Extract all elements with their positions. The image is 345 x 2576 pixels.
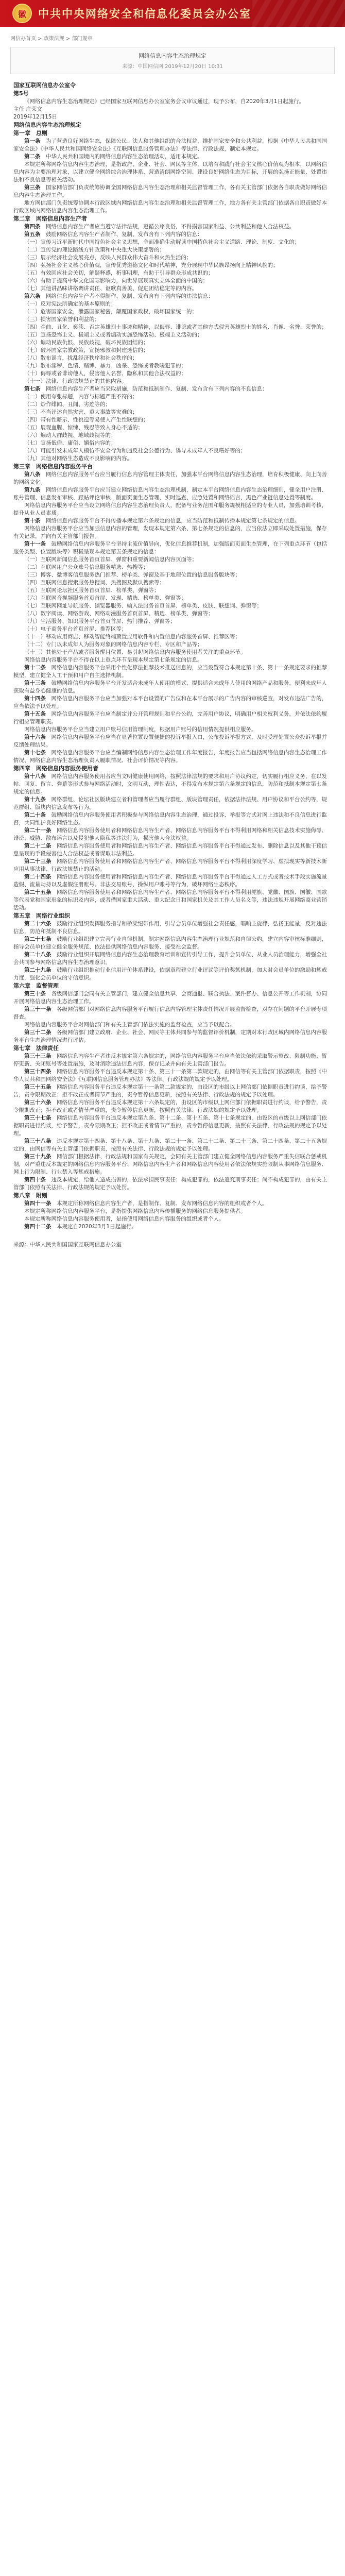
chapter-heading: 第七章 法律责任 (13, 1045, 59, 1052)
article-paragraph (13, 1099, 332, 1114)
article-paragraph (13, 1114, 332, 1138)
text-paragraph: （八）数字阅读、网络游戏、网络动漫服务首页首屏、精选、榜单类、弹窗等； (24, 611, 214, 617)
national-emblem-icon: 徽 (12, 4, 32, 23)
banner-decoration (252, 0, 345, 27)
article-text: 网络信息内容服务使用者应当文明健康使用网络，按照法律法规的要求和用户协议约定，切实履行相应义务，在以发帖、回复、留言、弹幕等形式参与网络活动时，文明互动，理性表达，不得发布本规定第六条规定的信息，防范和抵制本规定第七条规定的信息。 (13, 773, 327, 795)
text-paragraph: （三）展示经济社会发展亮点，反映人民群众伟大奋斗和火热生活的； (24, 255, 192, 261)
site-banner (0, 0, 345, 27)
text-paragraph: （十三）其他处于产品或者服务醒目位置、易引起网络信息内容服务使用者关注的重点环节。 (24, 649, 246, 655)
article-paragraph (13, 184, 332, 199)
article-text: 本规定所称网络信息内容生产者，是指制作、复制、发布网络信息内容的组织或者个人。 (57, 1200, 268, 1207)
text-paragraph: （七）互联网网址导航服务、浏览器服务、输入法服务首页首屏、榜单类、皮肤、联想词、弹窗等； (24, 603, 262, 609)
article-paragraph (13, 811, 332, 827)
article-text: 网络信息内容服务平台采用个性化算法推荐技术推送信息的，应当设置符合本规定第十条、第十一条规定要求的推荐模型，建立健全人工干预和用户自主选择机制。 (13, 665, 327, 679)
article-text: 网络信息内容服务平台违反本规定第十条、第三十一条第二款规定的，由网信等有关主管部门依据职责，按照《中华人民共和国网络安全法》《互联网信息服务管理办法》等法律、行政法规的规定予以处理。 (13, 1069, 327, 1082)
article-paragraph (13, 858, 332, 873)
article-text: 鼓励网络信息内容服务平台开发适合未成年人使用的模式，提供适合未成年人使用的网络产品和服务，便利未成年人获取有益身心健康的信息。 (13, 680, 327, 694)
article-paragraph (13, 1223, 332, 1231)
article-paragraph (13, 889, 332, 912)
article-number: 第十八条 (24, 773, 46, 779)
article-text: 网络信息内容服务平台应当制定并公开管理规则和平台公约，完善用户协议，明确用户相关权利义务，并依法依约履行相应管理职责。 (13, 711, 327, 725)
article-number: 第七条 (24, 386, 41, 392)
article-number: 第四十条 (24, 1177, 46, 1183)
text-paragraph: （六）煽动民族仇恨、民族歧视，破坏民族团结的； (24, 340, 149, 346)
article-text: 网络信息内容生产者应当遵守法律法规，遵循公序良俗，不得损害国家利益、公共利益和他人合法权益。 (46, 224, 295, 230)
article-text: 鼓励行业组织开展网络信息内容生态治理教育培训和宣传引导工作，提升会员单位、从业人员治理能力，增强全社会共同参与网络信息内容生态治理意识。 (13, 952, 327, 965)
article-number: 第五条 (24, 231, 41, 238)
article-meta: 来源：中国网信网 2019年12月20日 10:31 (122, 64, 223, 70)
text-paragraph: （二）炒作绯闻、丑闻、劣迹等的； (24, 401, 111, 408)
text-paragraph: （十）侮辱或者诽谤他人，侵害他人名誉、隐私和其他合法权益的； (24, 370, 186, 377)
text-paragraph: （三）博客、微博客信息服务热门推荐、榜单类、弹窗及基于地理位置的信息服务版块等； (24, 572, 240, 578)
article-paragraph (13, 1153, 332, 1176)
chapter-heading: 第八章 附则 (13, 1192, 47, 1199)
article-paragraph (13, 1068, 332, 1083)
article-number: 第十三条 (24, 680, 46, 686)
article-paragraph (13, 827, 332, 842)
article-text: 国家网信部门负责统筹协调全国网络信息内容生态治理和相关监督管理工作，各有关主管部门依据各自职责做好网络信息内容生态治理工作。 (13, 184, 327, 198)
article-number: 第十四条 (24, 696, 46, 702)
article-text: 鼓励行业组织发挥服务指导和桥梁纽带作用，引导会员单位增强社会责任感，唱响主旋律，弘扬正能量，反对违法信息，防范和抵制不良信息。 (13, 921, 327, 935)
article-paragraph (13, 385, 332, 393)
article-text: 鼓励网络信息内容生产者制作、复制、发布含有下列内容的信息： (46, 231, 203, 238)
text-paragraph: （五）互联网论坛社区服务首页首屏、榜单类、弹窗等； (24, 587, 160, 594)
article-number: 第四十一条 (24, 1200, 51, 1207)
article-number: 第十二条 (24, 665, 46, 671)
article-number: 第三十条 (24, 991, 46, 997)
text-paragraph: （二）危害国家安全，泄露国家秘密，颠覆国家政权，破坏国家统一的； (24, 309, 197, 315)
article-number: 第三十一条 (24, 1006, 51, 1012)
article-text: 鼓励行业组织推动行业信用评价体系建设，依据章程建立行业评议等评价奖惩机制，加大对会员单位的激励和惩戒力度，强化会员单位的守信意识。 (13, 967, 327, 981)
text-paragraph: （八）可能引发未成年人模仿不安全行为和违反社会公德行为、诱导未成年人不良嗜好等的； (24, 448, 246, 454)
text-paragraph: （五）有效回应社会关切，解疑释惑，析事明理，有助于引导群众形成共识的； (24, 270, 214, 276)
article-paragraph (13, 1200, 332, 1208)
article-text: 网络信息内容服务平台应当加强对本平台设置的广告位和在本平台展示的广告内容的审核巡查，对发布违法广告的，应当依法予以处理。 (13, 696, 327, 709)
section-heading: 第5号 (13, 90, 29, 97)
article-number: 第三十八条 (24, 1138, 51, 1144)
text-paragraph: 2019年12月15日 (13, 114, 57, 120)
article-paragraph (13, 231, 332, 239)
article-text: 鼓励网络信息内容服务使用者积极参与网络信息内容生态治理，通过投诉、举报等方式对网上违法和不良信息进行监督，共同维护良好网络生态。 (13, 812, 327, 826)
text-paragraph: （六）煽动人群歧视、地域歧视等的； (24, 432, 116, 438)
article-text: 网络信息内容服务平台违反本规定第十一条第二款规定的，由设区的市级以上网信部门依据职责进行约谈，给予警告，责令限期改正；拒不改正或者情节严重的，责令暂停信息更新，按照有关法律、行政法规的规定予以处理。 (13, 1084, 327, 1098)
text-paragraph: （四）带有性暗示、性挑逗等易使人产生性联想的； (24, 417, 149, 423)
text-paragraph: 网络信息内容服务平台应当建立用户账号信用管理制度，根据用户账号的信用情况提供相应服务。 (24, 726, 257, 733)
article-number: 第二十九条 (24, 967, 51, 973)
article-paragraph (13, 695, 332, 710)
text-paragraph: （五）宣扬恐怖主义、极端主义或者煽动实施恐怖活动、极端主义活动的； (24, 332, 203, 338)
article-number: 第十九条 (24, 796, 46, 803)
text-paragraph: 本规定所称网络信息内容服务使用者，是指使用网络信息内容服务的组织或者个人。 (24, 1216, 225, 1222)
text-paragraph: （九）其他对网络生态造成不良影响的内容。 (24, 455, 132, 462)
article-paragraph (13, 710, 332, 726)
text-paragraph: （十二）专门以未成年人为服务对象的网络信息内容专栏、专区和产品等； (24, 641, 203, 648)
article-paragraph (13, 773, 332, 796)
article-paragraph (13, 664, 332, 680)
text-paragraph: （一）使用夸张标题，内容与标题严重不符的； (24, 394, 138, 400)
article-text: 违反本规定第十四条、第十八条、第十九条、第二十一条、第二十二条、第二十三条、第二十四条、第二十五条规定的，由网信等有关主管部门依据职责，按照有关法律、行政法规的规定予以处理。 (13, 1138, 327, 1152)
main-content (10, 27, 335, 1259)
text-paragraph: （七）其他讲品味讲格调讲责任、讴歌真善美、促进团结稳定等的内容。 (24, 285, 197, 292)
article-number: 第三十六条 (24, 1099, 51, 1106)
article-text: 本规定自2020年3月1日起施行。 (57, 1224, 137, 1230)
article-source: 来源：中华人民共和国国家互联网信息办公室 (13, 1242, 122, 1248)
article-paragraph (13, 796, 332, 811)
article-text: 网络信息内容服务平台违反本规定第十六条规定的，由设区的市级以上网信部门依据职责进行约谈，给予警告，责令限期改正；拒不改正或者情节严重的，责令暂停信息更新，按照有关法律、行政法规的规定予以处理。 (13, 1099, 327, 1113)
article-header (10, 47, 335, 74)
article-text: 鼓励网络信息内容服务平台坚持主流价值导向，优化信息推荐机制，加强版面页面生态管理，在下列重点环节（包括服务类型、位置版块等）积极呈现本规定第五条规定的信息： (13, 541, 327, 555)
text-paragraph: （六）互联网音视频服务首页首屏、发现、精选、榜单类、弹窗等； (24, 595, 186, 601)
article-text: 网络信息内容服务平台不得传播本规定第六条规定的信息，应当防范和抵制传播本规定第七条规定的信息。 (46, 518, 300, 524)
article-number: 第三条 (24, 184, 41, 191)
article-number: 第十六条 (24, 734, 46, 740)
article-number: 第十条 (24, 518, 41, 524)
article-number: 第二十八条 (24, 952, 51, 958)
article-number: 第三十四条 (24, 1069, 51, 1075)
article-paragraph (13, 1006, 332, 1021)
article-paragraph (13, 1138, 332, 1153)
article-body (10, 74, 335, 1241)
article-paragraph (13, 936, 332, 951)
text-paragraph: （二）宣传党的理论路线方针政策和中央重大决策部署的； (24, 247, 165, 253)
section-heading: 网络信息内容生态治理规定 (13, 122, 81, 128)
text-paragraph: （九）散布淫秽、色情、赌博、暴力、凶杀、恐怖或者教唆犯罪的； (24, 363, 186, 369)
article-paragraph (13, 471, 332, 486)
breadcrumb[interactable]: 网信办首页 > 政策法规 > 部门规章 (10, 36, 93, 42)
article-paragraph (13, 293, 332, 300)
article-text: 网络信息内容生产者应当采取措施，防范和抵制制作、复制、发布含有下列内容的不良信息： (46, 386, 268, 392)
article-number: 第三十三条 (24, 1053, 51, 1059)
chapter-heading: 第四章 网络信息内容服务使用者 (13, 765, 98, 772)
article-number: 第八条 (24, 471, 41, 478)
article-number: 第二十三条 (24, 858, 51, 865)
article-number: 第四十二条 (24, 1224, 51, 1230)
text-paragraph: （七）宣扬低俗、庸俗、媚俗内容的； (24, 440, 116, 446)
text-paragraph: 网络信息内容服务平台对网信部门和有关主管部门依法实施的监督检查，应当予以配合。 (24, 1022, 235, 1028)
text-paragraph: 地方网信部门负责统筹协调本行政区域内网络信息内容生态治理和相关监督管理工作，地方各有关主管部门依据各自职责做好本行政区域内网络信息内容生态治理工作。 (13, 200, 327, 214)
text-paragraph: （六）有助于提高中华文化国际影响力，向世界展现真实立体全面的中国的； (24, 278, 208, 284)
article-number: 第十七条 (24, 750, 46, 756)
article-paragraph (13, 540, 332, 556)
article-number: 第九条 (24, 487, 41, 493)
article-text: 各级网信部门会同有关主管部门，建立健全信息共享、会商通报、联合执法、案件督办、信息公开等工作机制，协同开展网络信息内容生态治理工作。 (13, 991, 327, 1005)
text-paragraph: （十一）法律、行政法规禁止的其他内容。 (24, 378, 127, 384)
text-paragraph: （四）互联网信息搜索服务热搜词、热搜图及默认搜索等； (24, 580, 165, 586)
article-number: 第二十七条 (24, 936, 51, 942)
article-paragraph (13, 153, 332, 161)
article-paragraph (13, 1053, 332, 1068)
article-number: 第十五条 (24, 711, 46, 717)
text-paragraph: 《网络信息内容生态治理规定》已经国家互联网信息办公室室务会议审议通过，现予公布，自2020年3月1日起施行。 (24, 98, 305, 105)
text-paragraph: 本规定所称网络信息内容生态治理，是指政府、企业、社会、网民等主体，以培育和践行社会主义核心价值观为根本，以网络信息内容为主要治理对象，以建立健全网络综合治理体系、营造清朗网络空间、建设良好网络生态为目标，开展的弘扬正能量、处置违法和不良信息等相关活动。 (13, 161, 327, 183)
article-paragraph (13, 1176, 332, 1192)
article-paragraph (13, 517, 332, 525)
article-text: 网络信息内容服务平台应当履行信息内容管理主体责任，加强本平台网络信息内容生态治理，培育积极健康、向上向善的网络文化。 (13, 471, 327, 485)
article-paragraph (13, 680, 332, 695)
article-number: 第二十六条 (24, 921, 51, 927)
chapter-heading: 第五章 网络行业组织 (13, 912, 70, 919)
article-number: 第二十一条 (24, 827, 51, 834)
article-text: 网络信息内容服务平台应当在显著位置设置便捷的投诉举报入口，公布投诉举报方式，及时受理处置公众投诉举报并反馈处理结果。 (13, 734, 327, 748)
article-text: 鼓励行业组织建立完善行业自律机制，制定网络信息内容生态治理行业规范和自律公约，建立内容审核标准细则，指导会员单位建立健全服务规范、依法提供网络信息内容服务、接受社会监督。 (13, 936, 327, 950)
article-number: 第二条 (24, 154, 41, 160)
article-number: 第三十九条 (24, 1154, 51, 1160)
article-text: 网络信息内容服务平台违反本规定第九条、第十二条、第十五条、第十七条规定的，由设区的市级以上网信部门依据职责进行约谈，给予警告，责令限期改正；拒不改正或者情节严重的，责令暂停信息更新，按照有关法律、行政法规的规定予以处理。 (13, 1115, 327, 1137)
article-number: 第三十七条 (24, 1115, 51, 1121)
article-paragraph (13, 138, 332, 153)
article-text: 网络信息内容服务使用者和网络信息内容生产者、网络信息内容服务平台不得通过发布、删除信息以及其他干预信息呈现的手段侵害他人合法权益或者谋取非法利益。 (13, 843, 327, 857)
text-paragraph: （四）歪曲、丑化、亵渎、否定英雄烈士事迹和精神，以侮辱、诽谤或者其他方式侵害英雄烈士的姓名、肖像、名誉、荣誉的； (24, 324, 327, 330)
text-paragraph: （十一）移动应用商店、移动智能终端预置应用软件和内置信息内容服务首屏、推荐区等； (24, 634, 240, 640)
text-paragraph: （二）互联网用户公众账号信息服务精选、热搜等； (24, 564, 149, 570)
article-title: 网络信息内容生态治理规定 (139, 53, 206, 59)
article-text: 各级网信部门对网络信息内容服务平台履行信息内容管理主体责任情况开展监督检查，对存在问题的平台开展专项督查。 (13, 1006, 327, 1020)
article-text: 网络信息内容服务平台应当建立网络信息内容生态治理机制，制定本平台网络信息内容生态治理细则，健全用户注册、账号管理、信息发布审核、跟帖评论审核、版面页面生态管理、实时巡查、应急处置和网络谣言、黑色产业链信息处置等制度。 (13, 487, 327, 501)
section-heading: 国家互联网信息办公室令 (13, 82, 76, 89)
article-text: 各级网信部门建立政府、企业、社会、网民等主体共同参与的监督评价机制，定期对本行政区域内网络信息内容服务平台生态治理情况进行评估。 (13, 1029, 327, 1043)
article-text: 网信部门根据法律、行政法规和国家有关规定，会同有关主管部门建立健全网络信息内容服务严重失信联合惩戒机制，对严重违反本规定的网络信息内容服务平台、网络信息内容生产者和网络信息内容使用者依法依规实施限制从事网络信息服务、网上行为限制、行业禁入等惩戒措施。 (13, 1154, 327, 1175)
article-number: 第二十四条 (24, 874, 51, 880)
article-text: 网络信息内容服务使用者和网络信息内容生产者、网络信息内容服务平台不得通过人工方式或者技术手段实施流量造假、流量劫持以及虚假注册账号、非法交易账号、操纵用户账号等行为，破坏网络生态秩序。 (13, 874, 327, 888)
article-text: 网络信息内容服务使用者和网络信息内容生产者、网络信息内容服务平台不得利用深度学习、虚拟现实等新技术新应用从事法律、行政法规禁止的活动。 (13, 858, 327, 872)
text-paragraph: 网络信息内容服务平台应当加强信息内容的管理，发现本规定第六条、第七条规定的信息的，应当依法立即采取处置措施，保存有关记录，并向有关主管部门报告。 (13, 526, 327, 539)
article-number: 第二十五条 (24, 889, 51, 895)
text-paragraph: 本规定所称网络信息内容服务平台，是指提供网络信息内容传播服务的网络信息服务提供者。 (24, 1208, 246, 1214)
text-paragraph: （四）弘扬社会主义核心价值观，宣传优秀道德文化和时代精神，充分展现中华民族昂扬向上精神风貌的； (24, 262, 279, 268)
article-paragraph (13, 486, 332, 502)
article-text: 网络信息内容服务使用者和网络信息内容生产者、网络信息内容服务平台不得利用党旗、党徽、国旗、国徽、国歌等代表党和国家形象的标识及内容，或者借国家重大活动、重大纪念日和国家机关及其工作人员名义等，违法违规开展网络商业营销活动。 (13, 889, 327, 911)
article-number: 第二十条 (24, 812, 46, 818)
chapter-heading: 第一章 总则 (13, 130, 47, 137)
text-paragraph: 网络信息内容服务平台应当设立网络信息内容生态治理负责人，配备与业务范围和服务规模相适应的专业人员，加强培训考核，提升从业人员素质。 (13, 502, 327, 516)
article-paragraph (13, 1083, 332, 1099)
article-number: 第四条 (24, 224, 41, 230)
text-paragraph: 主任 庄荣文 (13, 106, 42, 112)
text-paragraph: （九）生活服务、知识服务平台首页首屏、热门推荐、弹窗等； (24, 618, 176, 624)
article-number: 第三十五条 (24, 1084, 51, 1090)
article-text: 网络信息内容服务平台应当编制网络信息内容生态治理工作年度报告，年度报告应当包括网络信息内容生态治理工作情况、网络信息内容生态治理负责人履职情况、社会评价情况等内容。 (13, 750, 327, 764)
text-paragraph: （一）宣传习近平新时代中国特色社会主义思想，全面准确生动解读中国特色社会主义道路、理论、制度、文化的； (24, 239, 300, 245)
article-text: 网络信息内容生产者不得制作、复制、发布含有下列内容的违法信息： (46, 293, 214, 299)
article-paragraph (13, 734, 332, 749)
chapter-heading: 第二章 网络信息内容生产者 (13, 215, 87, 222)
article-paragraph (13, 749, 332, 765)
article-number: 第三十二条 (24, 1029, 51, 1036)
chapter-heading: 第六章 监督管理 (13, 982, 59, 989)
text-paragraph: （八）散布谣言，扰乱经济秩序和社会秩序的； (24, 355, 138, 361)
text-paragraph: （三）不当评述自然灾害、重大事故等灾难的； (24, 409, 138, 415)
article-paragraph (13, 990, 332, 1006)
article-number: 第十一条 (24, 541, 46, 547)
article-paragraph (13, 951, 332, 967)
text-paragraph: （一）互联网新闻信息服务首页首屏、弹窗和重要新闻信息内容页面等； (24, 556, 197, 563)
article-text: 为了营造良好网络生态，保障公民、法人和其他组织的合法权益，维护国家安全和公共利益，根据《中华人民共和国国家安全法》《中华人民共和国网络安全法》《互联网信息服务管理办法》等法律、行政法规，制定本规定。 (13, 138, 327, 152)
text-paragraph: （五）展现血腥、惊悚、残忍等致人身心不适的； (24, 425, 143, 431)
site-title[interactable]: 中共中央网络安全和信息化委员会办公室 (38, 7, 251, 20)
article-paragraph (13, 223, 332, 231)
article-text: 网络群组、论坛社区版块建立者和管理者应当履行群组、版块管理责任，依据法律法规、用户协议和平台公约等，规范群组、版块内信息发布等行为。 (13, 796, 327, 810)
article-paragraph (13, 920, 332, 936)
article-text: 网络信息内容生产者违反本规定第六条规定的，网络信息内容服务平台应当依法依约采取警示整改、限制功能、暂停更新、关闭账号等处置措施，及时消除违法信息内容，保存记录并向有关主管部门报告。 (13, 1053, 327, 1067)
article-number: 第一条 (24, 138, 41, 144)
article-text: 网络信息内容服务使用者和网络信息内容生产者、网络信息内容服务平台不得利用网络和相关信息技术实施侮辱、诽谤、威胁、散布谣言以及侵犯他人隐私等违法行为，损害他人合法权益。 (13, 827, 327, 841)
article-text: 违反本规定，给他人造成损害的，依法承担民事责任；构成犯罪的，依法追究刑事责任；尚不构成犯罪的，由有关主管部门依照有关法律、行政法规的规定予以处罚。 (13, 1177, 327, 1191)
text-paragraph: （三）损害国家荣誉和利益的； (24, 316, 100, 323)
article-paragraph (13, 967, 332, 982)
text-paragraph: （十）电子商务平台首页首屏、推荐区等； (24, 626, 127, 632)
article-number: 第六条 (24, 293, 41, 299)
chapter-heading: 第三章 网络信息内容服务平台 (13, 463, 93, 470)
article-paragraph (13, 1029, 332, 1044)
text-paragraph: （七）破坏国家宗教政策，宣扬邪教和封建迷信的； (24, 347, 149, 353)
article-paragraph (13, 842, 332, 858)
article-paragraph (13, 873, 332, 889)
text-paragraph: （一）反对宪法所确定的基本原则的； (24, 301, 116, 307)
article-number: 第二十二条 (24, 843, 51, 849)
text-paragraph: 网络信息内容服务平台不得在以上重点环节呈现本规定第七条规定的信息。 (24, 657, 203, 663)
article-text: 中华人民共和国境内的网络信息内容生态治理活动，适用本规定。 (46, 154, 203, 160)
